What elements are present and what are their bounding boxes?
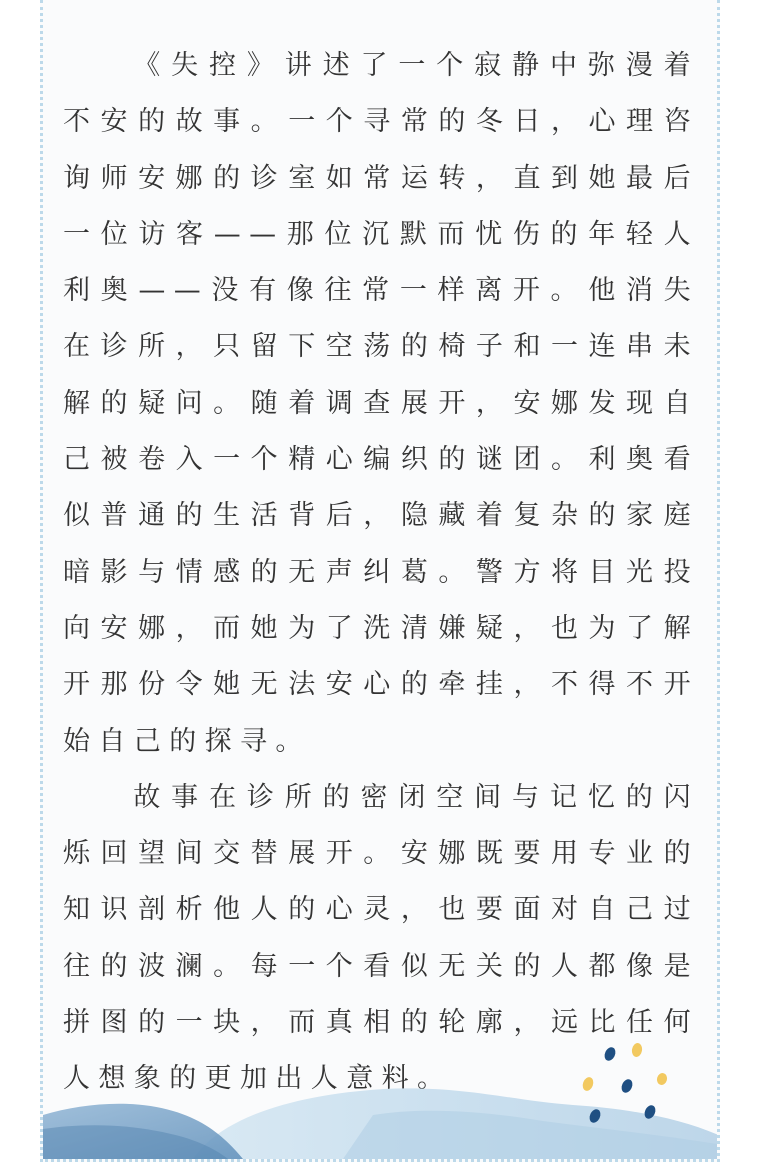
article-body — [63, 38, 699, 1108]
article-paragraph-1: 《失控》讲述了一个寂静中弥漫着不安的故事。一个寻常的冬日，心理咨询师安娜的诊室如常运转，直到她最后一位访客——那位沉默而忧伤的年轻人利奥——没有像往常一样离开。他消失在诊所，只留下空荡的椅子和一连串未解的疑问。随着调查展开，安娜发现自己被卷入一个精心编织的谜团。利奥看似普通的生活背后，隐藏着复杂的家庭暗影与情感的无声纠葛。警方将目光投向安娜，而她为了洗清嫌疑，也为了解开那份令她无法安心的牵挂，不得不开始自己的探寻。 — [63, 50, 699, 757]
navy-dot — [620, 1078, 635, 1095]
confetti-dots-decoration — [573, 1036, 683, 1136]
article-card — [40, 0, 720, 1162]
navy-dot — [603, 1046, 618, 1063]
yellow-dot — [581, 1076, 595, 1093]
navy-dot — [588, 1108, 603, 1125]
article-paragraph-2: 故事在诊所的密闭空间与记忆的闪烁回望间交替展开。安娜既要用专业的知识剖析他人的心灵，也要面对自己过往的波澜。每一个看似无关的人都像是拼图的一块，而真相的轮廓，远比任何人想象的更加出人意料。 — [63, 781, 699, 1095]
yellow-dot — [656, 1072, 669, 1086]
yellow-dot — [631, 1042, 643, 1058]
navy-dot — [643, 1104, 658, 1121]
